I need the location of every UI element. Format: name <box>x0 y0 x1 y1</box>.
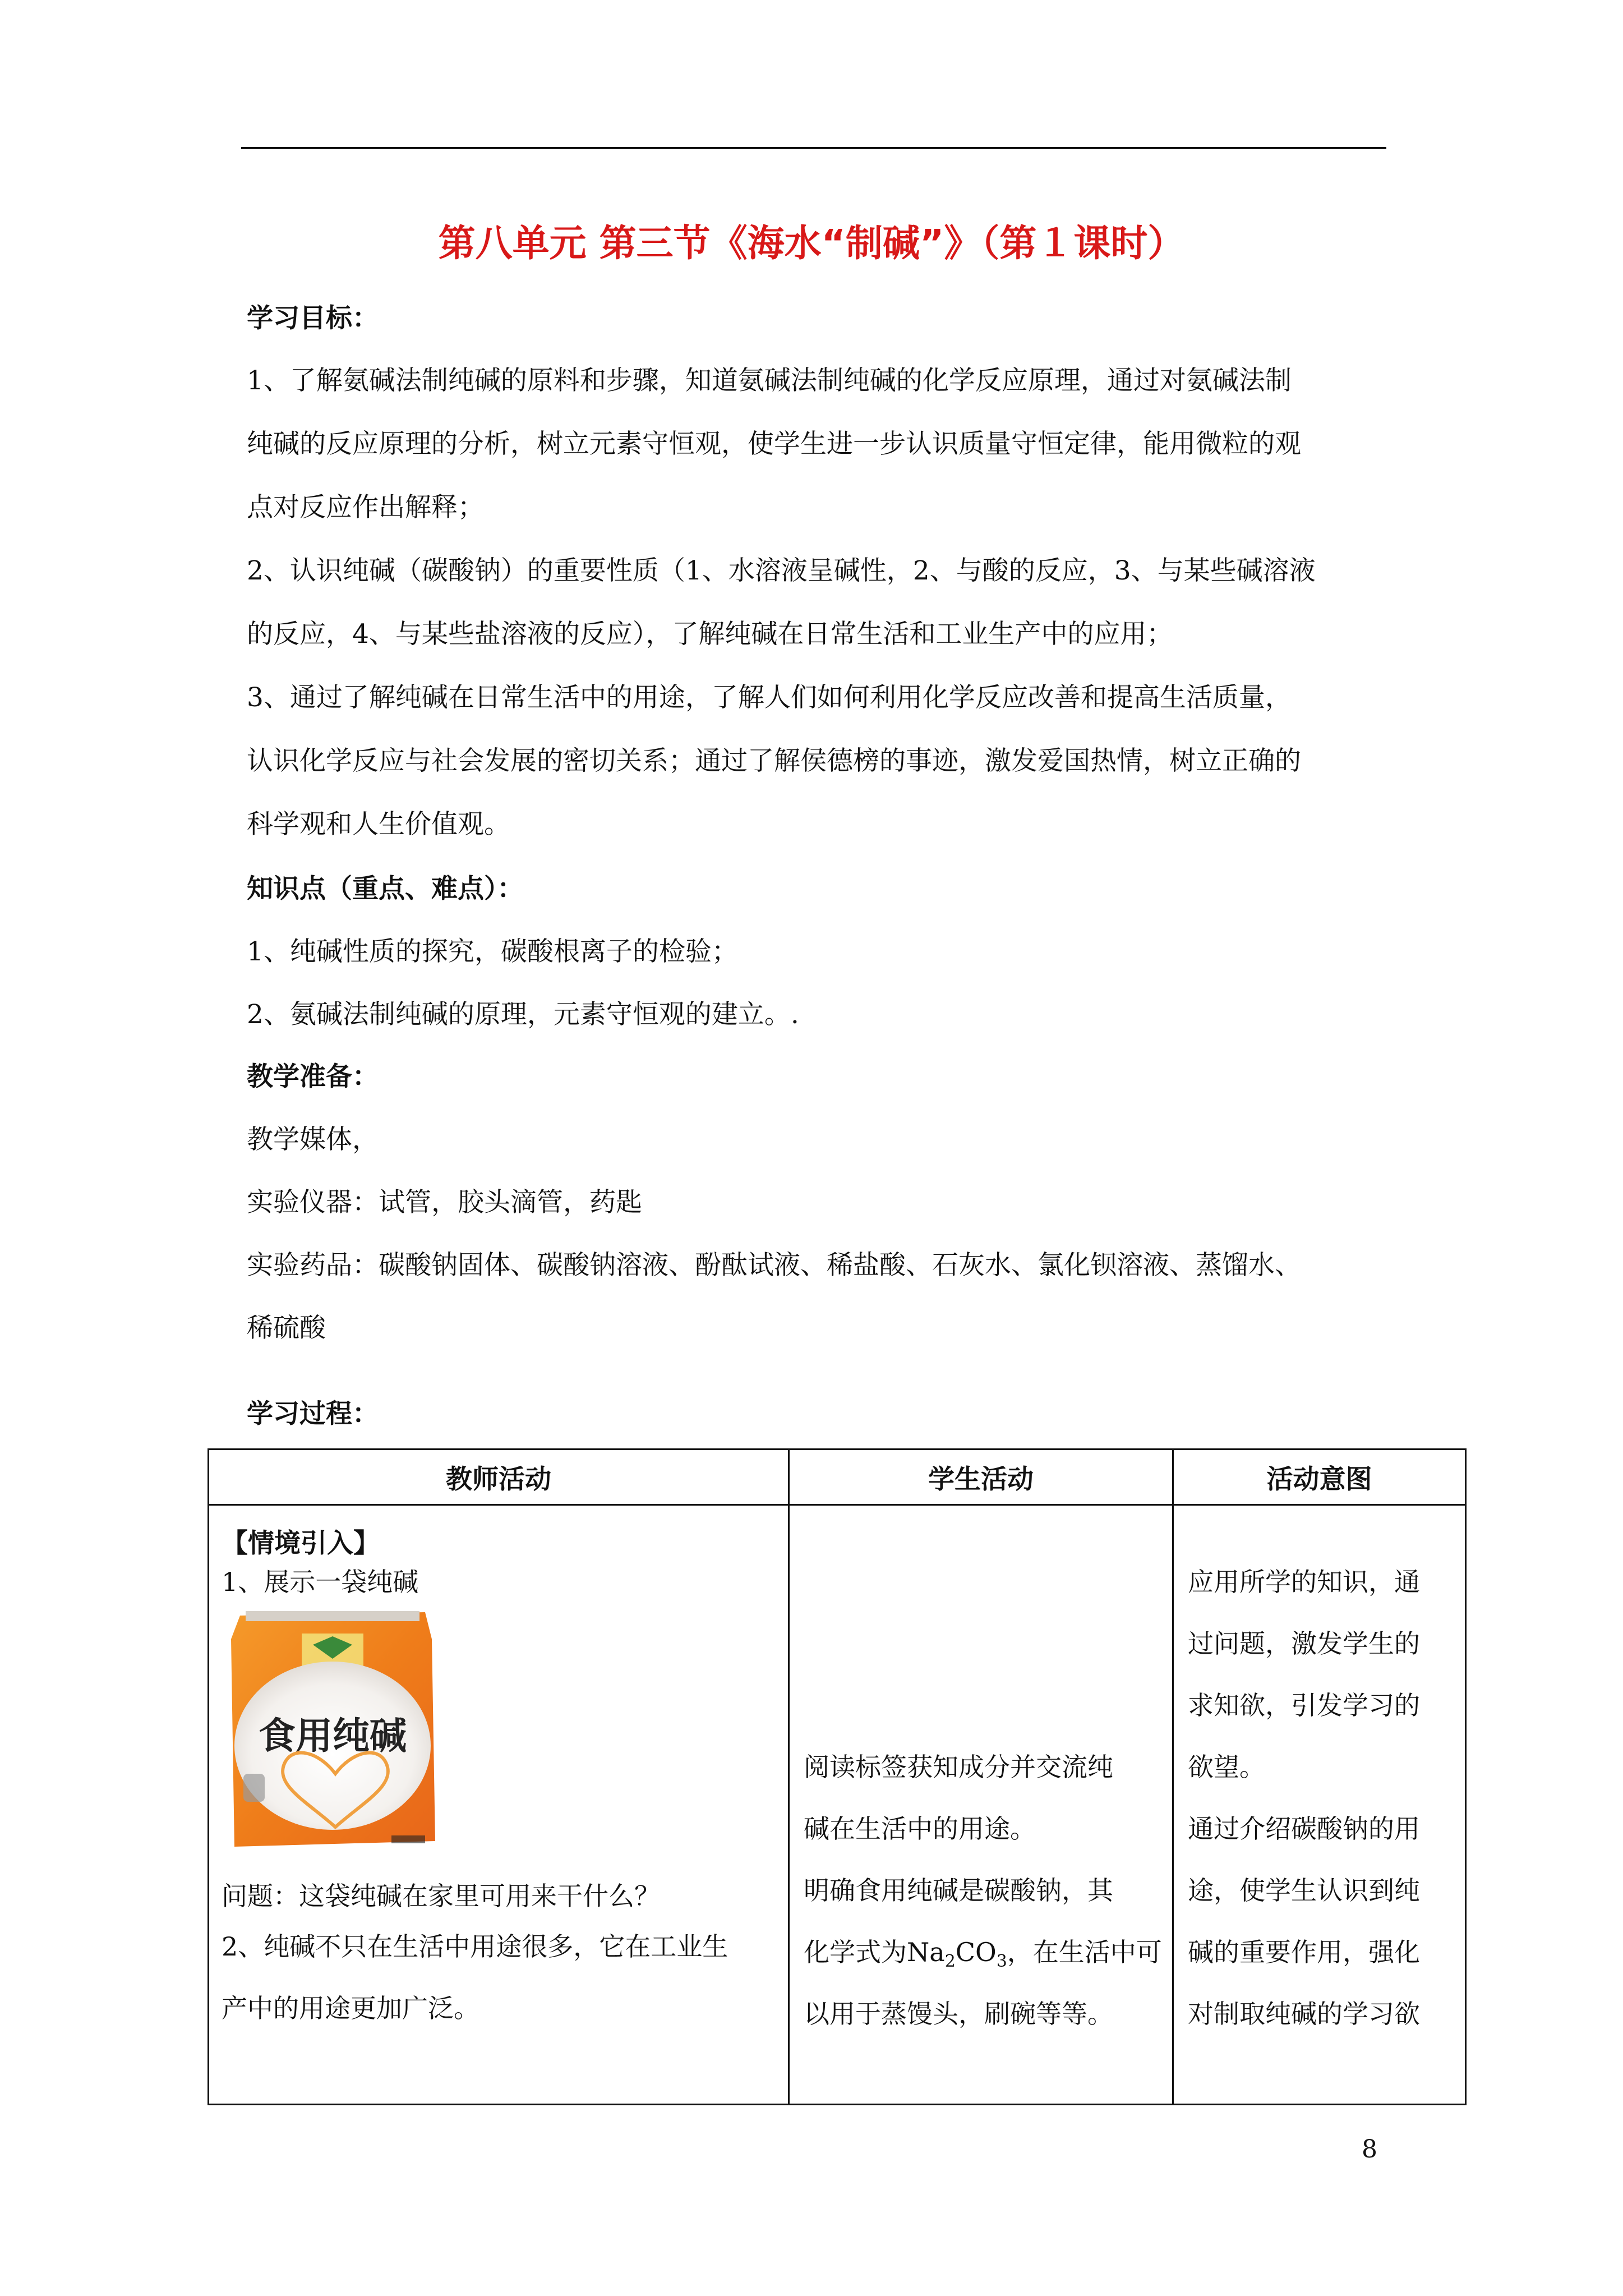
intent-line: 应用所学的知识，通 <box>1188 1567 1420 1597</box>
process-heading: 学习过程： <box>247 1398 379 1429</box>
prep-heading: 教学准备： <box>247 1061 379 1092</box>
teacher-activity-cell <box>209 1505 789 2105</box>
intent-line: 途，使学生认识到纯 <box>1188 1875 1420 1906</box>
prep-line: 实验仪器：试管，胶头滴管，药匙 <box>247 1187 642 1218</box>
header-rule <box>241 147 1386 149</box>
chemical-formula: $Na_2CO_3$ <box>907 1937 1007 1972</box>
student-line: 明确食用纯碱是碳酸钠，其 <box>804 1875 1113 1906</box>
intent-line: 碱的重要作用，强化 <box>1188 1937 1420 1967</box>
keypoints-line: 2、氨碱法制纯碱的原理，元素守恒观的建立。. <box>247 999 799 1030</box>
objectives-line: 2、认识纯碱（碳酸钠）的重要性质（1、水溶液呈碱性，2、与酸的反应，3、与某些碱溶液 <box>247 555 1316 586</box>
keypoints-heading: 知识点（重点、难点）： <box>247 873 524 904</box>
column-header-teacher: 教师活动 <box>209 1450 789 1505</box>
objectives-line: 点对反应作出解释； <box>247 492 484 523</box>
teacher-question: 问题：这袋纯碱在家里可用来干什么？ <box>222 1881 660 1911</box>
objectives-line: 认识化学反应与社会发展的密切关系；通过了解侯德榜的事迹，激发爱国热情，树立正确的 <box>247 746 1301 776</box>
column-header-intent: 活动意图 <box>1173 1450 1466 1505</box>
teacher-item-2: 2、纯碱不只在生活中用途很多，它在工业生 <box>222 1931 728 1962</box>
student-formula-line <box>804 1932 1162 1971</box>
intent-line: 欲望。 <box>1188 1752 1265 1782</box>
intent-line: 通过介绍碳酸钠的用 <box>1188 1814 1420 1844</box>
formula-intro: 化学式为 <box>804 1937 907 1967</box>
bag-label: 食用纯碱 <box>259 1714 407 1757</box>
student-activity-cell <box>789 1505 1173 2105</box>
student-line: 阅读标签获知成分并交流纯 <box>804 1752 1113 1782</box>
prep-line: 教学媒体， <box>247 1124 379 1155</box>
page-number: 8 <box>1362 2135 1377 2164</box>
student-line: 碱在生活中的用途。 <box>804 1814 1036 1844</box>
objectives-line: 科学观和人生价值观。 <box>247 809 510 840</box>
objectives-line: 纯碱的反应原理的分析，树立元素守恒观，使学生进一步认识质量守恒定律，能用微粒的观 <box>247 429 1301 459</box>
teacher-item-2-continued: 产中的用途更加广泛。 <box>222 1993 479 2023</box>
soda-ash-bag-photo <box>223 1605 445 1857</box>
teacher-item-1: 1、展示一袋纯碱 <box>222 1567 419 1597</box>
objectives-line: 的反应，4、与某些盐溶液的反应），了解纯碱在日常生活和工业生产中的应用； <box>247 619 1173 650</box>
formula-outro: ，在生活中可 <box>1007 1937 1162 1967</box>
student-line: 以用于蒸馒头，刷碗等等。 <box>804 1999 1113 2029</box>
keypoints-line: 1、纯碱性质的探究，碳酸根离子的检验； <box>247 936 738 967</box>
objectives-line: 3、通过了解纯碱在日常生活中的用途，了解人们如何利用化学反应改善和提高生活质量， <box>247 682 1292 713</box>
prep-line: 稀硫酸 <box>247 1313 326 1343</box>
intent-cell <box>1173 1505 1466 2105</box>
page-title: 第八单元 第三节《海水“制碱”》（第１课时） <box>438 222 1185 265</box>
intent-line: 对制取纯碱的学习欲 <box>1188 1999 1420 2029</box>
objectives-line: 1、了解氨碱法制纯碱的原料和步骤，知道氨碱法制纯碱的化学反应原理，通过对氨碱法制 <box>247 365 1292 396</box>
objectives-heading: 学习目标： <box>247 303 379 334</box>
process-table <box>208 1448 1467 2105</box>
column-header-student: 学生活动 <box>789 1450 1173 1505</box>
prep-line: 实验药品：碳酸钠固体、碳酸钠溶液、酚酞试液、稀盐酸、石灰水、氯化钡溶液、蒸馏水、 <box>247 1250 1301 1281</box>
section-label: 【情境引入】 <box>222 1528 380 1559</box>
intent-line: 过问题，激发学生的 <box>1188 1628 1420 1659</box>
intent-line: 求知欲，引发学习的 <box>1188 1690 1420 1720</box>
